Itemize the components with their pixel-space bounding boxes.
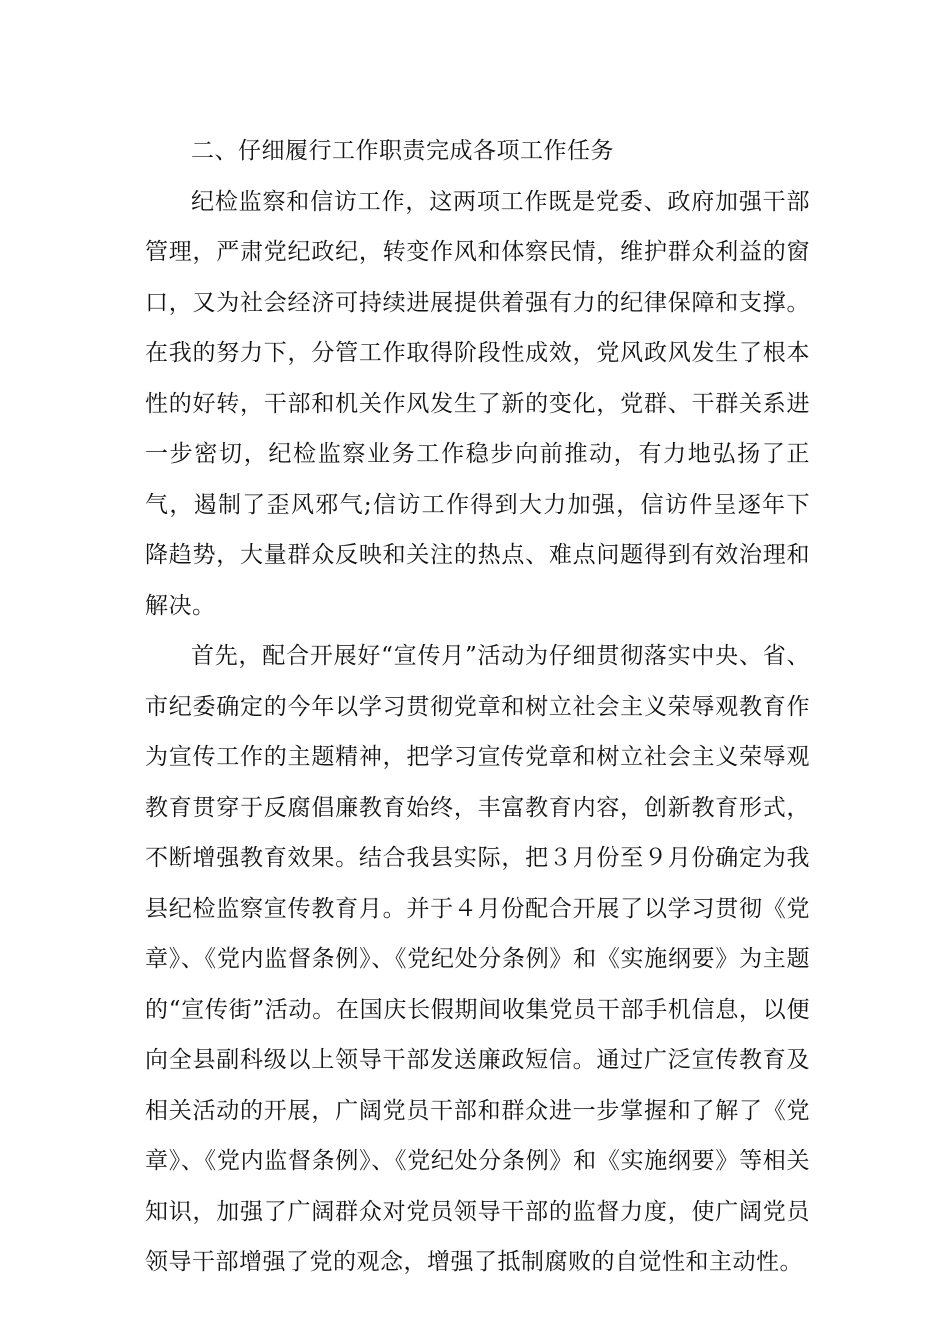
- paragraph-publicity-month: 首先，配合开展好“宣传月”活动为仔细贯彻落实中央、省、市纪委确定的今年以学习贯彻党章和树立社会主义荣辱观教育作为宣传工作的主题精神，把学习宣传党章和树立社会主义荣辱观教育贯穿于反腐倡廉教育始终，丰富教育内容，创新教育形式，不断增强教育效果。结合我县实际，把３月份至９月份确定为我县纪检监察宣传教育月。并于４月份配合开展了以学习贯彻《党章》、《党内监督条例》、《党纪处分条例》和《实施纲要》为主题的“宣传街”活动。在国庆长假期间收集党员干部手机信息，以便向全县副科级以上领导干部发送廉政短信。通过广泛宣传教育及相关活动的开展，广阔党员干部和群众进一步掌握和了解了《党章》、《党内监督条例》、《党纪处分条例》和《实施纲要》等相关知识，加强了广阔群众对党员领导干部的监督力度，使广阔党员领导干部增强了党的观念，增强了抵制腐败的自觉性和主动性。: [145, 643, 810, 1275]
- paragraph-discipline-inspection: 纪检监察和信访工作，这两项工作既是党委、政府加强干部管理，严肃党纪政纪，转变作风和体察民情，维护群众利益的窗口，又为社会经济可持续进展提供着强有力的纪律保障和支撑。在我的努力下，分管工作取得阶段性成效，党风政风发生了根本性的好转，干部和机关作风发生了新的变化，党群、干群关系进一步密切，纪检监察业务工作稳步向前推动，有力地弘扬了正气，遏制了歪风邪气;信访工作得到大力加强，信访件呈逐年下降趋势，大量群众反映和关注的热点、难点问题得到有效治理和解决。: [145, 188, 810, 619]
- document-body: [145, 126, 810, 1288]
- section-heading: 二、仔细履行工作职责完成各项工作任务: [191, 138, 614, 164]
